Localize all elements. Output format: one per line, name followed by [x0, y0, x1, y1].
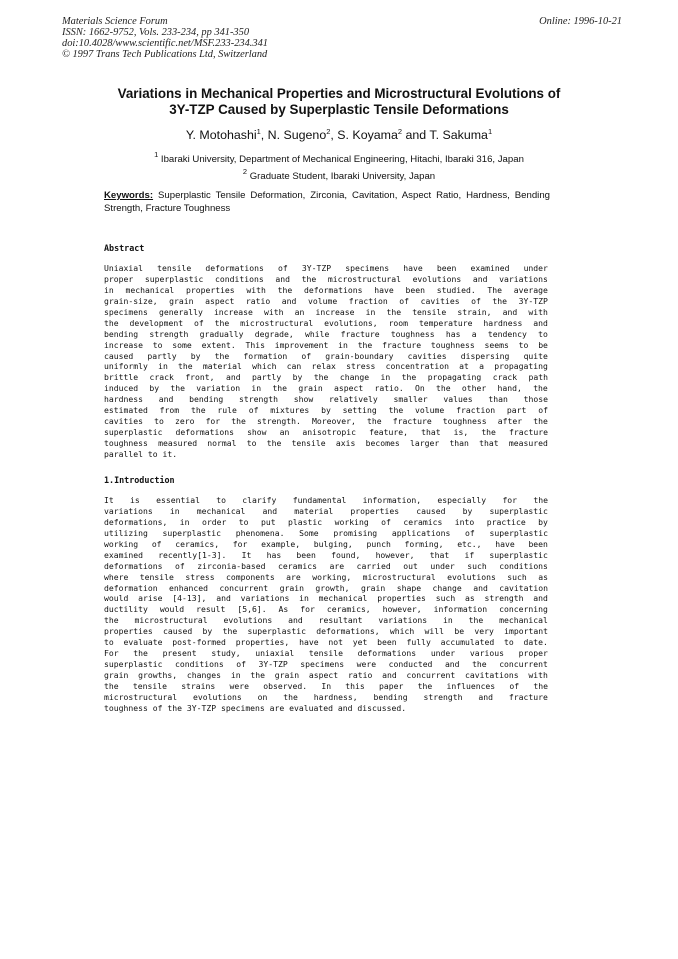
keywords-text: Superplastic Tensile Deformation, Zirconia, Cavitation, Aspect Ratio, Hardness, Bending Strength, Fracture Toughness [104, 190, 550, 214]
text-line: deformations of zirconia-based ceramics are carried out under such conditions [104, 560, 548, 571]
affiliation-mark: 2 [397, 127, 403, 136]
affiliation-mark: 1 [487, 127, 493, 136]
paper-title [90, 86, 588, 118]
author-separator: , [260, 128, 268, 142]
text-line: superplastic deformations show an anisotropic feature, that is, the fracture [104, 427, 548, 438]
issn-line: ISSN: 1662-9752, Vols. 233-234, pp 341-350 [62, 27, 250, 38]
text-line: toughness measured normal to the tensile axis becomes larger than that measured [104, 438, 548, 448]
text-line: Uniaxial tensile deformations of 3Y-TZP specimens have been examined under [104, 263, 548, 273]
title-line-1: Variations in Mechanical Properties and Microstructural Evolutions of [117, 86, 561, 101]
abstract-body [104, 263, 548, 460]
author-name: Y. Motohashi [185, 128, 257, 142]
text-line: specimens generally increase with an increase in the tensile strain, and with [104, 306, 548, 317]
text-line: grain-size, grain aspect ratio and volume fraction of cavities of the 3Y-TZP [104, 295, 548, 306]
text-line: the tensile strains were observed. In this paper the influences of the [104, 680, 548, 691]
text-line: hardness and bending strength show relatively smaller values than those [104, 394, 548, 405]
text-line: cavities to zero for the strength. Moreover, the fracture toughness after the [104, 416, 548, 427]
text-line: brittle crack front, and partly by the change in the propagating crack path [104, 372, 548, 383]
affiliation-text: Graduate Student, Ibaraki University, Japan [247, 171, 436, 182]
text-line: proper superplastic conditions and the microstructural evolutions and variations [104, 273, 548, 284]
author-separator: and [402, 128, 430, 142]
author-list [60, 127, 618, 142]
text-line: the microstructural evolutions and resultant variations in the mechanical [104, 615, 548, 626]
text-line: where tensile stress components are working, microstructural evolutions such as [104, 571, 548, 582]
affiliation-2 [60, 167, 618, 182]
author-name: S. Koyama [337, 128, 398, 142]
text-line: bending strength gradually degrade, while fracture toughness has a tendency to [104, 328, 548, 339]
text-line: deformation enhanced concurrent grain growth, grain shape change and cavitation [104, 582, 548, 593]
text-line: It is essential to clarify fundamental information, especially for the [104, 495, 548, 505]
author-separator: , [330, 128, 338, 142]
keywords [104, 190, 550, 215]
author-name: T. Sakuma [429, 128, 488, 142]
abstract-heading: Abstract [104, 243, 145, 253]
text-line: working of ceramics, for example, bulging, punch forming, etc., have been [104, 538, 548, 549]
text-line: in mechanical properties with the deformations have been studied. The average [104, 284, 548, 295]
text-line: parallel to it. [104, 448, 178, 459]
text-line: superplastic conditions of 3Y-TZP specimens were conducted and the concurrent [104, 659, 548, 670]
text-line: would arise [4-13], and variations in mechanical properties such as strength and [104, 593, 548, 604]
text-line: ductility would result [5,6]. As for ceramics, however, information concerning [104, 604, 548, 615]
text-line: induced by the variation in the grain aspect ratio. On the other hand, the [104, 383, 548, 394]
keywords-label: Keywords: [104, 190, 154, 201]
text-line: utilizing superplastic phenomena. Some promising applications of superplastic [104, 527, 548, 538]
title-line-2: 3Y-TZP Caused by Superplastic Tensile Deformations [169, 102, 509, 117]
text-line: toughness of the 3Y-TZP specimens are evaluated and discussed. [104, 702, 407, 713]
text-line: uniformly in the material which can relax stress concentration at a propagating [104, 361, 548, 372]
text-line: microstructural evolutions on the hardness, bending strength and fracture [104, 691, 548, 702]
affiliation-mark: 1 [154, 150, 159, 159]
online-date: Online: 1996-10-21 [539, 16, 622, 27]
text-line: grain growths, changes in the grain aspect ratio and concurrent cavitations with [104, 670, 548, 680]
affiliation-mark: 2 [326, 127, 331, 136]
journal-name: Materials Science Forum [62, 16, 168, 27]
text-line: deformations, in order to put plastic working of ceramics into practice by [104, 516, 548, 527]
affiliation-mark: 1 [256, 127, 261, 136]
doi-line: doi:10.4028/www.scientific.net/MSF.233-234.341 [62, 38, 268, 49]
text-line: to evaluate post-formed properties, have not yet been fully accumulated to date. [104, 637, 548, 648]
affiliation-1 [60, 150, 618, 165]
text-line: variations in mechanical and material properties caused by superplastic [104, 505, 548, 516]
introduction-body [104, 495, 548, 714]
publication-info [62, 16, 622, 60]
introduction-heading: 1.Introduction [104, 475, 175, 485]
author-name: N. Sugeno [267, 128, 327, 142]
text-line: increase to some extent. This improvement in the fracture toughness seems to be [104, 339, 548, 350]
text-line: properties caused by the superplastic deformations, which will be very important [104, 626, 548, 637]
text-line: estimated from the rule of mixtures by setting the volume fraction part of [104, 405, 548, 416]
copyright-line: © 1997 Trans Tech Publications Ltd, Switzerland [62, 49, 268, 60]
affiliation-mark: 2 [242, 167, 248, 176]
text-line: For the present study, uniaxial tensile deformations under various proper [104, 648, 548, 659]
affiliation-text: Ibaraki University, Department of Mechanical Engineering, Hitachi, Ibaraki 316, Japan [158, 154, 524, 165]
text-line: caused partly by the formation of grain-boundary cavities dispersing quite [104, 350, 548, 361]
text-line: the development of the microstructural evolutions, room temperature hardness and [104, 317, 548, 328]
text-line: examined recently[1-3]. It has been found, however, that if superplastic [104, 549, 548, 560]
